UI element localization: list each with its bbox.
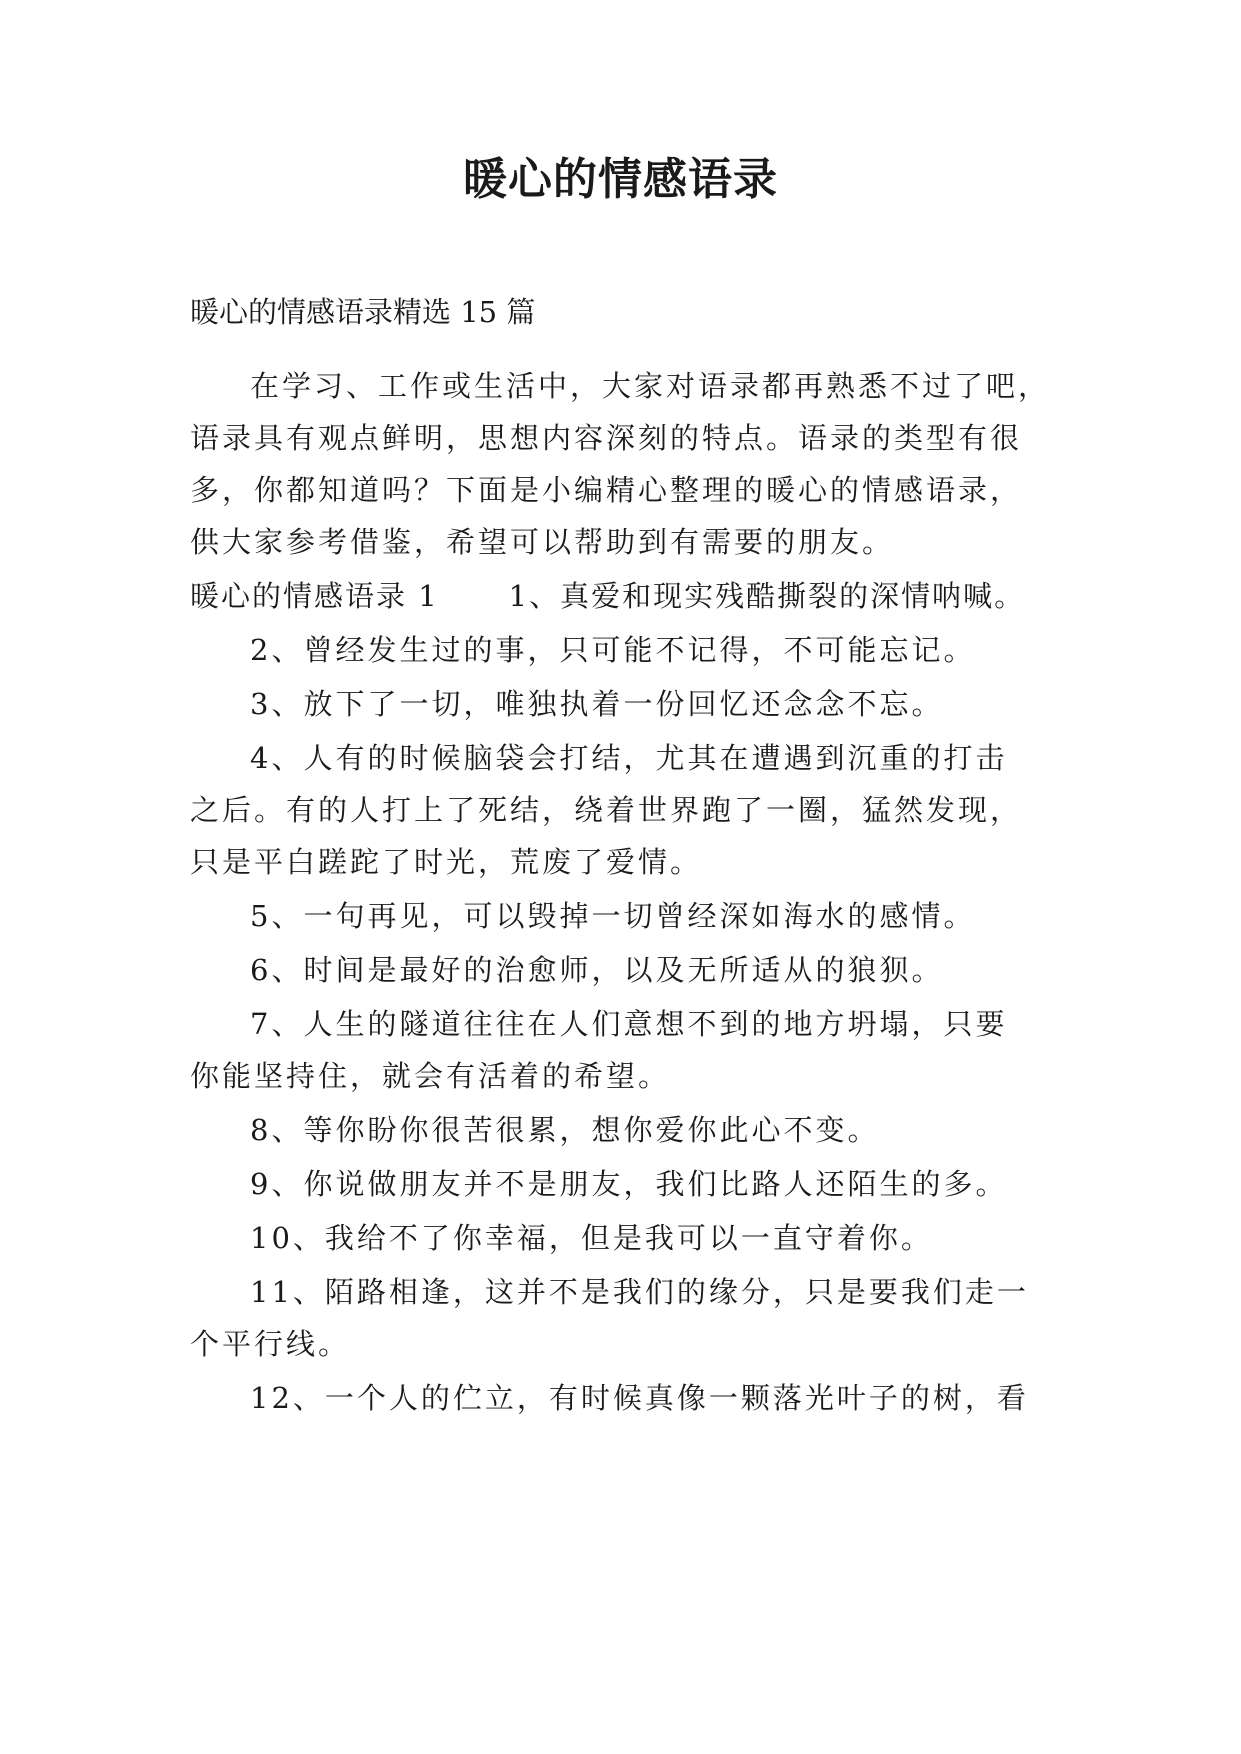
quote-item: 只是平白蹉跎了时光，荒废了爱情。 <box>190 845 703 879</box>
quote-item: 5、一句再见，可以毁掉一切曾经深如海水的感情。 <box>250 899 976 933</box>
intro-line: 语录具有观点鲜明，思想内容深刻的特点。语录的类型有很 <box>190 421 1023 455</box>
quote-item: 6、时间是最好的治愈师，以及无所适从的狼狈。 <box>250 953 944 987</box>
quote-item: 9、你说做朋友并不是朋友，我们比路人还陌生的多。 <box>250 1167 1008 1201</box>
quote-item: 1、真爱和现实残酷撕裂的深情呐喊。 <box>508 579 1026 613</box>
intro-line: 供大家参考借鉴，希望可以帮助到有需要的朋友。 <box>190 525 895 559</box>
quote-item: 个平行线。 <box>190 1327 351 1361</box>
quote-item: 10、我给不了你幸福，但是我可以一直守着你。 <box>250 1221 933 1255</box>
document-title: 暖心的情感语录 <box>463 154 778 205</box>
quote-item: 之后。有的人打上了死结，绕着世界跑了一圈，猛然发现， <box>190 793 1023 827</box>
quote-item: 8、等你盼你很苦很累，想你爱你此心不变。 <box>250 1113 880 1147</box>
intro-line: 在学习、工作或生活中，大家对语录都再熟悉不过了吧， <box>250 369 1051 403</box>
quote-item: 4、人有的时候脑袋会打结，尤其在遭遇到沉重的打击 <box>250 741 1008 775</box>
quote-item: 2、曾经发生过的事，只可能不记得，不可能忘记。 <box>250 633 976 667</box>
section-line <box>190 576 1025 616</box>
section-heading: 暖心的情感语录 1 <box>190 579 439 613</box>
quote-item: 11、陌路相逢，这并不是我们的缘分，只是要我们走一 <box>250 1275 1029 1309</box>
quote-item: 12、一个人的伫立，有时候真像一颗落光叶子的树，看 <box>250 1381 1029 1415</box>
quote-item: 你能坚持住，就会有活着的希望。 <box>190 1059 671 1093</box>
quote-item: 3、放下了一切，唯独执着一份回忆还念念不忘。 <box>250 687 944 721</box>
document-subtitle: 暖心的情感语录精选 15 篇 <box>190 295 536 329</box>
quote-item: 7、人生的隧道往往在人们意想不到的地方坍塌，只要 <box>250 1007 1008 1041</box>
intro-line: 多，你都知道吗？下面是小编精心整理的暖心的情感语录， <box>190 473 1023 507</box>
